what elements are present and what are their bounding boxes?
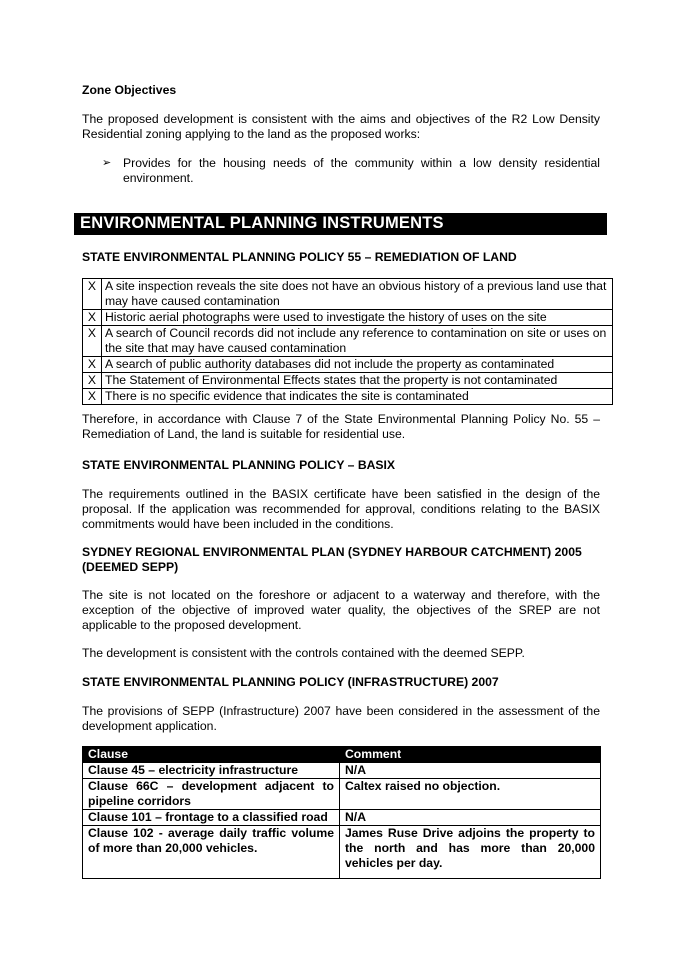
column-header-comment: Comment: [340, 747, 601, 763]
checklist-mark: X: [83, 326, 102, 357]
comment-cell: Caltex raised no objection.: [340, 779, 601, 810]
infrastructure-paragraph: The provisions of SEPP (Infrastructure) 2007 have been considered in the assessment of the development application.: [82, 704, 600, 733]
comment-cell: N/A: [340, 763, 601, 779]
zone-bullet-text: Provides for the housing needs of the community within a low density residential environment.: [123, 156, 600, 185]
section-banner: [74, 213, 607, 235]
checklist-mark: X: [83, 389, 102, 405]
sepp55-checklist-table: [82, 278, 613, 405]
zone-objectives-heading: Zone Objectives: [82, 83, 177, 97]
infrastructure-clause-table: [82, 746, 601, 879]
srep-heading: SYDNEY REGIONAL ENVIRONMENTAL PLAN (SYDNEY HARBOUR CATCHMENT) 2005 (DEEMED SEPP): [82, 545, 582, 574]
table-row: [83, 389, 613, 405]
checklist-mark: X: [83, 357, 102, 373]
table-header-row: [83, 747, 601, 763]
srep-paragraph-2: The development is consistent with the controls contained with the deemed SEPP.: [82, 646, 525, 660]
basix-heading: STATE ENVIRONMENTAL PLANNING POLICY – BASIX: [82, 458, 396, 472]
clause-cell: Clause 102 - average daily traffic volume of more than 20,000 vehicles.: [83, 826, 340, 879]
comment-cell: James Ruse Drive adjoins the property to the north and has more than 20,000 vehicles per day.: [340, 826, 601, 879]
sepp55-heading: STATE ENVIRONMENTAL PLANNING POLICY 55 – REMEDIATION OF LAND: [82, 250, 517, 264]
table-row: [83, 310, 613, 326]
table-row: [83, 810, 601, 826]
infrastructure-heading: STATE ENVIRONMENTAL PLANNING POLICY (INFRASTRUCTURE) 2007: [82, 675, 499, 689]
clause-cell: Clause 101 – frontage to a classified road: [83, 810, 340, 826]
table-row: [83, 373, 613, 389]
comment-cell: N/A: [340, 810, 601, 826]
checklist-text: Historic aerial photographs were used to investigate the history of uses on the site: [102, 310, 613, 326]
clause-cell: Clause 66C – development adjacent to pipeline corridors: [83, 779, 340, 810]
checklist-text: The Statement of Environmental Effects states that the property is not contaminated: [102, 373, 613, 389]
table-row: [83, 779, 601, 810]
table-row: [83, 763, 601, 779]
section-banner-title: ENVIRONMENTAL PLANNING INSTRUMENTS: [80, 214, 444, 232]
checklist-mark: X: [83, 279, 102, 310]
column-header-clause: Clause: [83, 747, 340, 763]
table-row: [83, 357, 613, 373]
checklist-text: A search of public authority databases did not include the property as contaminated: [102, 357, 613, 373]
table-row: [83, 326, 613, 357]
table-row: [83, 279, 613, 310]
arrow-bullet-icon: ➢: [102, 157, 112, 169]
srep-paragraph-1: The site is not located on the foreshore or adjacent to a waterway and therefore, with the exception of the objective of improved water quality, the objectives of the SREP are not applicable to the proposed development.: [82, 588, 600, 632]
clause-cell: Clause 45 – electricity infrastructure: [83, 763, 340, 779]
sepp55-conclusion: Therefore, in accordance with Clause 7 of the State Environmental Planning Policy No. 55 – Remediation of Land, the land is suitable for residential use.: [82, 412, 600, 441]
zone-intro-paragraph: The proposed development is consistent with the aims and objectives of the R2 Low Density Residential zoning applying to the land as the proposed works:: [82, 112, 600, 141]
table-row: [83, 826, 601, 879]
checklist-mark: X: [83, 373, 102, 389]
basix-paragraph: The requirements outlined in the BASIX certificate have been satisfied in the design of the proposal. If the application was recommended for approval, conditions relating to the BASIX commitments would have been included in the conditions.: [82, 487, 600, 531]
checklist-text: There is no specific evidence that indicates the site is contaminated: [102, 389, 613, 405]
checklist-text: A site inspection reveals the site does not have an obvious history of a previous land use that may have caused contamination: [102, 279, 613, 310]
checklist-mark: X: [83, 310, 102, 326]
checklist-text: A search of Council records did not include any reference to contamination on site or uses on the site that may have caused contamination: [102, 326, 613, 357]
